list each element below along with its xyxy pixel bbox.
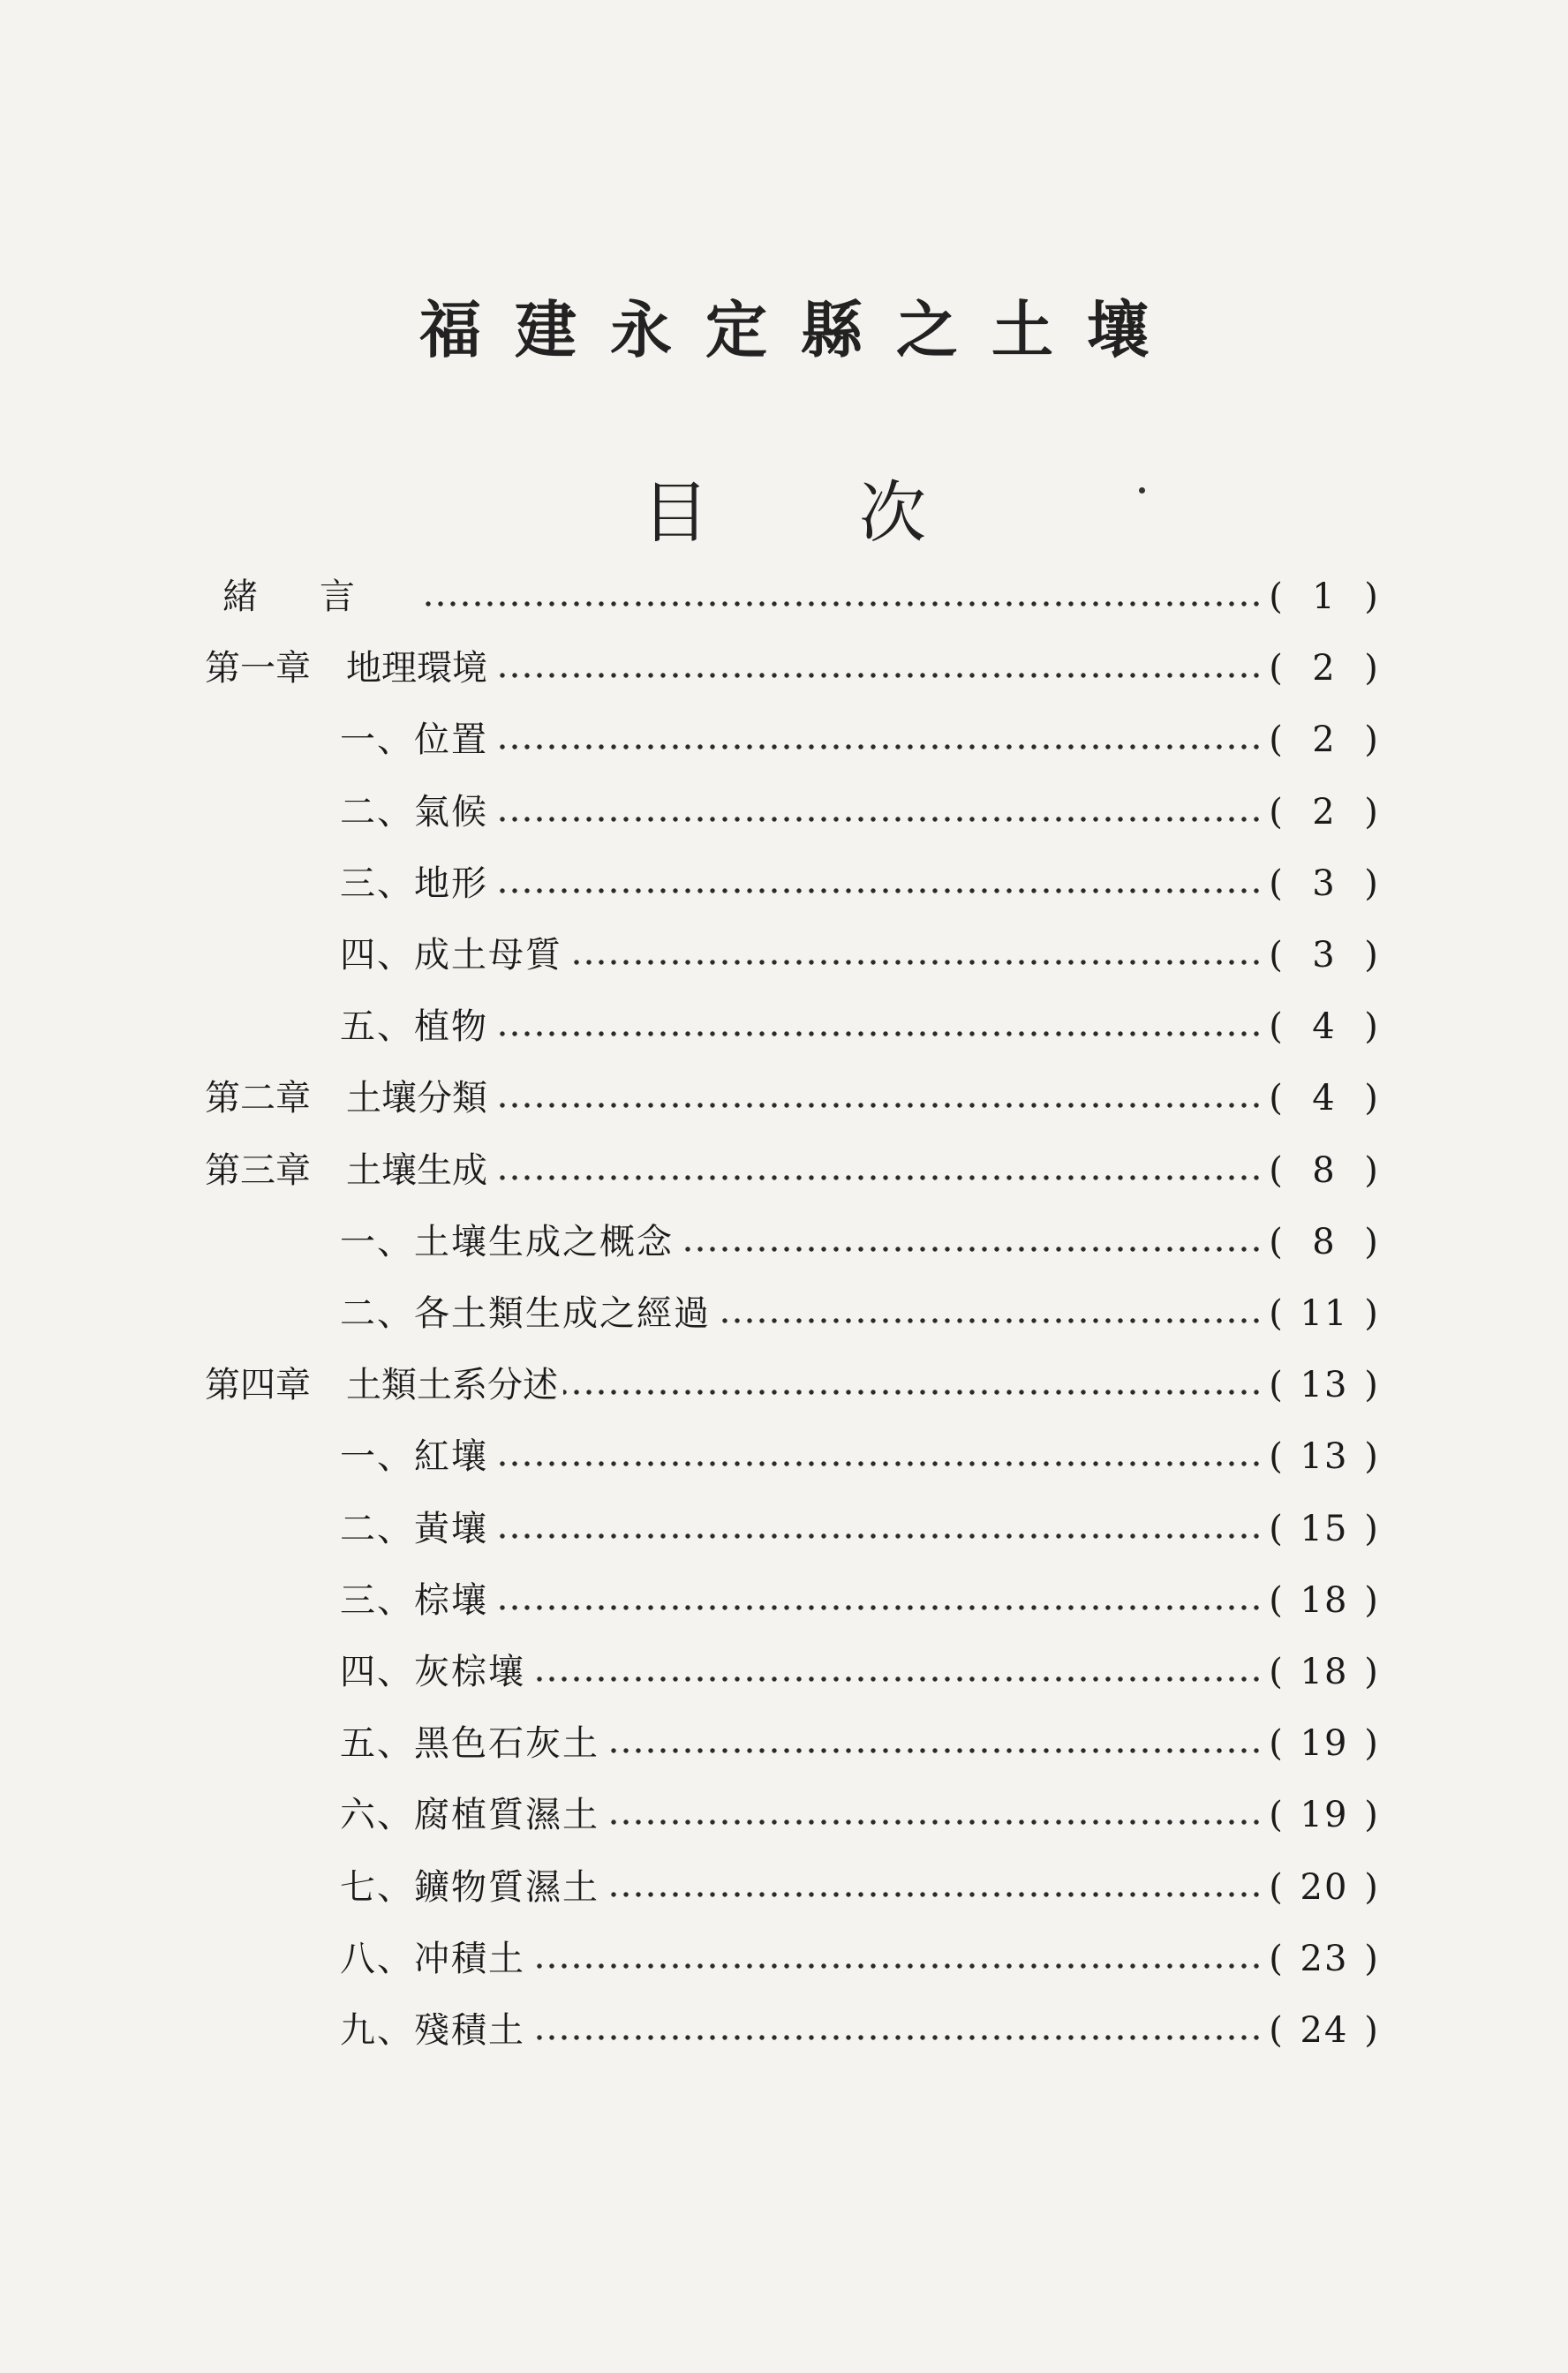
toc-page-value: 4 xyxy=(1312,1078,1337,1119)
toc-page-number: ( 15 ) xyxy=(1264,1502,1388,1556)
toc-entry xyxy=(0,1573,1568,1628)
toc-entry xyxy=(0,1358,1568,1412)
toc-leader-dots xyxy=(605,1890,1263,1899)
toc-entry xyxy=(0,1645,1568,1699)
toc-entry-label: 第二章 土壤分類 xyxy=(205,1078,487,1119)
toc-page-value: 1 xyxy=(1312,576,1337,617)
toc-page-value: 2 xyxy=(1312,719,1337,760)
toc-page-value: 18 xyxy=(1300,1580,1349,1621)
toc-leader-dots xyxy=(494,886,1263,895)
toc-entry-label: 二、黃壤 xyxy=(340,1509,488,1549)
toc-entry-label: 第三章 土壤生成 xyxy=(205,1150,487,1191)
toc-entry xyxy=(0,1860,1568,1915)
toc-leader-dots xyxy=(493,671,1263,680)
toc-entry xyxy=(0,856,1568,911)
toc-page-value: 13 xyxy=(1300,1365,1349,1405)
toc-entry xyxy=(0,1071,1568,1126)
toc-entry xyxy=(0,1143,1568,1198)
toc-leader-dots xyxy=(494,1532,1263,1541)
toc-page-number: ( 18 ) xyxy=(1264,1645,1388,1699)
toc-leader-dots xyxy=(422,599,1263,608)
toc-leader-dots xyxy=(494,1459,1263,1468)
toc-entry xyxy=(0,569,1568,624)
toc-leader-dots xyxy=(494,742,1263,751)
toc-leader-dots xyxy=(531,1962,1263,1970)
toc-leader-dots xyxy=(531,2033,1263,2042)
toc-leader-dots xyxy=(531,1675,1263,1684)
toc-page-number: ( 4 ) xyxy=(1264,999,1388,1054)
toc-page-value: 8 xyxy=(1312,1222,1337,1262)
toc-page-number: ( 3 ) xyxy=(1264,928,1388,983)
toc-page-value: 20 xyxy=(1300,1867,1349,1908)
toc-entry-label: 五、黑色石灰土 xyxy=(340,1723,599,1764)
toc-entry-label: 四、成土母質 xyxy=(340,935,562,976)
toc-page-number: ( 3 ) xyxy=(1264,856,1388,911)
toc-entry-label: 七、鑛物質濕土 xyxy=(340,1867,599,1908)
toc-entry-label: 緒言 xyxy=(222,576,417,617)
toc-entry xyxy=(0,1502,1568,1556)
toc-page-value: 13 xyxy=(1300,1436,1349,1477)
toc-entry xyxy=(0,1429,1568,1484)
ink-speck xyxy=(1139,487,1145,493)
toc-leader-dots xyxy=(605,1818,1263,1827)
toc-entry xyxy=(0,999,1568,1054)
toc-page-value: 23 xyxy=(1300,1939,1349,1979)
toc-entry-label: 一、位置 xyxy=(340,719,488,760)
toc-page-value: 15 xyxy=(1300,1509,1349,1549)
toc-page-number: ( 19 ) xyxy=(1264,1788,1388,1842)
toc-entry xyxy=(0,785,1568,840)
toc-entry xyxy=(0,1286,1568,1341)
toc-page-number: ( 19 ) xyxy=(1264,1716,1388,1771)
toc-entry-label: 二、各土類生成之經過 xyxy=(340,1293,711,1334)
toc-entry-label: 三、地形 xyxy=(340,863,488,904)
toc-page-value: 2 xyxy=(1312,792,1337,832)
toc-page-value: 19 xyxy=(1300,1723,1349,1764)
toc-page-number: ( 8 ) xyxy=(1264,1215,1388,1269)
toc-leader-dots xyxy=(494,1603,1263,1612)
toc-page-value: 3 xyxy=(1312,935,1337,976)
toc-page-number: ( 18 ) xyxy=(1264,1573,1388,1628)
toc-page-value: 24 xyxy=(1300,2010,1349,2051)
toc-page-number: ( 11 ) xyxy=(1264,1286,1388,1341)
toc-heading: 目次 xyxy=(642,473,1076,552)
toc-page-number: ( 2 ) xyxy=(1264,712,1388,767)
toc-page-number: ( 20 ) xyxy=(1264,1860,1388,1915)
toc-entry xyxy=(0,928,1568,983)
toc-leader-dots xyxy=(563,1388,1263,1397)
toc-page-number: ( 2 ) xyxy=(1264,641,1388,696)
toc-page-value: 3 xyxy=(1312,863,1337,904)
toc-entry-label: 一、土壤生成之概念 xyxy=(340,1222,674,1262)
toc-entry-label: 六、腐植質濕土 xyxy=(340,1795,599,1835)
toc-page-value: 2 xyxy=(1312,648,1337,689)
toc-page-number: ( 24 ) xyxy=(1264,2003,1388,2058)
toc-leader-dots xyxy=(716,1316,1263,1325)
toc-leader-dots xyxy=(494,1029,1263,1038)
toc-entry xyxy=(0,2003,1568,2058)
toc-entry-label: 一、紅壤 xyxy=(340,1436,488,1477)
toc-page-number: ( 8 ) xyxy=(1264,1143,1388,1198)
toc-page-value: 4 xyxy=(1312,1006,1337,1047)
toc-entry-label: 二、氣候 xyxy=(340,792,488,832)
toc-leader-dots xyxy=(568,958,1263,967)
toc-entry-label: 第四章 土類土系分述 xyxy=(205,1365,558,1405)
toc-entry-label: 四、灰棕壤 xyxy=(340,1652,525,1692)
toc-entry-label: 五、植物 xyxy=(340,1006,488,1047)
toc-entry xyxy=(0,1788,1568,1842)
toc-page-number: ( 13 ) xyxy=(1264,1358,1388,1412)
toc-page-number: ( 1 ) xyxy=(1264,569,1388,624)
toc-page-value: 11 xyxy=(1300,1293,1349,1334)
toc-entry xyxy=(0,1716,1568,1771)
toc-page-value: 19 xyxy=(1300,1795,1349,1835)
toc-page-value: 8 xyxy=(1312,1150,1337,1191)
toc-page-value: 18 xyxy=(1300,1652,1349,1692)
toc-page-number: ( 23 ) xyxy=(1264,1932,1388,1986)
book-title: 福建永定縣之土壤 xyxy=(419,293,1182,366)
toc-page-number: ( 2 ) xyxy=(1264,785,1388,840)
toc-entry-label: 八、冲積土 xyxy=(340,1939,525,1979)
toc-leader-dots xyxy=(493,1173,1263,1182)
toc-page-number: ( 4 ) xyxy=(1264,1071,1388,1126)
toc-entry xyxy=(0,1215,1568,1269)
toc-entry xyxy=(0,641,1568,696)
toc-leader-dots xyxy=(494,815,1263,824)
toc-leader-dots xyxy=(493,1101,1263,1110)
toc-leader-dots xyxy=(679,1245,1263,1254)
toc-leader-dots xyxy=(605,1746,1263,1755)
toc-entry xyxy=(0,712,1568,767)
toc-page-number: ( 13 ) xyxy=(1264,1429,1388,1484)
toc-entry-label: 第一章 地理環境 xyxy=(205,648,487,689)
toc-entry xyxy=(0,1932,1568,1986)
toc-entry-label: 九、殘積土 xyxy=(340,2010,525,2051)
toc-entry-label: 三、棕壤 xyxy=(340,1580,488,1621)
